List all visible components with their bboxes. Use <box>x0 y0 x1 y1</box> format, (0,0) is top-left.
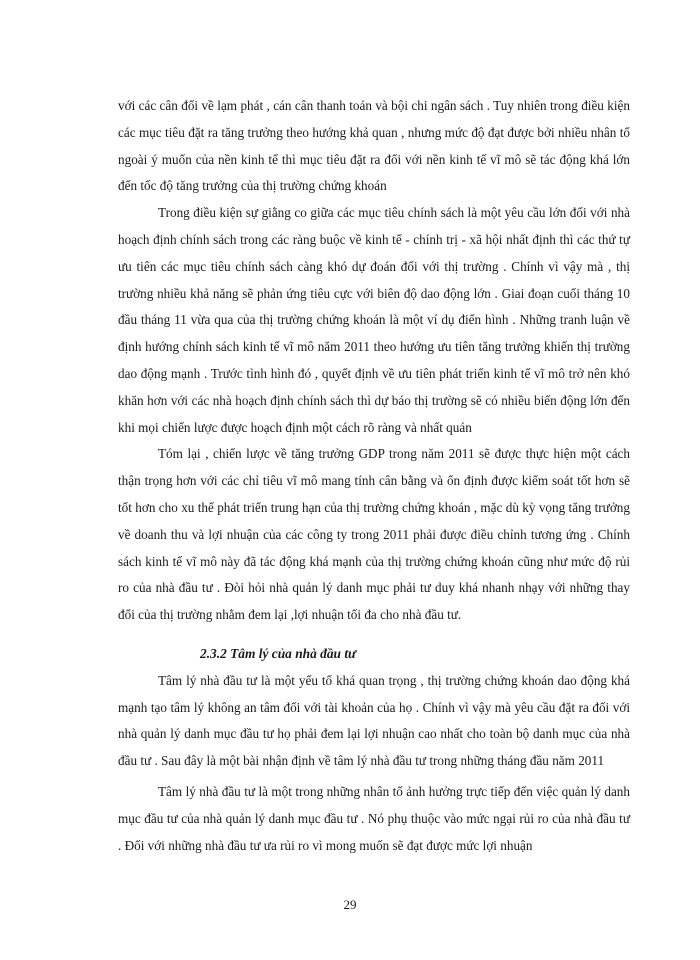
page-number: 29 <box>343 897 357 912</box>
paragraph-continuation: với các cân đối về lạm phát , cán cân thanh toán và bội chi ngân sách . Tuy nhiên trong điều kiện các mục tiêu đặt ra tăng trưởng theo hướng khả quan , nhưng mức độ đạt được bởi nhiều nhân tố ngoài ý muốn của nền kinh tế thì mục tiêu đặt ra đối với nền kinh tế vĩ mô sẽ tác động khá lớn đến tốc độ tăng trưởng của thị trường chứng khoán <box>118 98 630 194</box>
section-heading: 2.3.2 Tâm lý của nhà đầu tư <box>200 645 357 661</box>
paragraph-policy-goals: Trong điều kiện sự giằng co giữa các mục tiêu chính sách là một yêu cầu lớn đối với nhà hoạch định chính sách trong các ràng buộc về kinh tế - chính trị - xã hội nhất định thì các thứ tự ưu tiên các mục tiêu chính sách càng khó dự đoán đối với thị trường . Chính vì vậy mà , thị trường nhiều khả năng sẽ phản ứng tiêu cực với biên độ dao động lớn . Giai đoạn cuối tháng 10 đầu tháng 11 vừa qua của thị trường chứng khoán là một ví dụ điển hình . Những tranh luận về định hướng chính sách kinh tế vĩ mô năm 2011 theo hướng ưu tiên tăng trưởng khiến thị trường dao động mạnh . Trước tình hình đó , quyết định về ưu tiên phát triển kinh tế vĩ mô trở nên khó khăn hơn với các nhà hoạch định chính sách thì dự báo thị trường sẽ có nhiều biến động lớn đến khi mọi chiến lược được hoạch định một cách rõ ràng và nhất quán <box>118 205 630 435</box>
document-body <box>118 93 630 859</box>
paragraph-investor-psychology: Tâm lý nhà đầu tư là một yếu tố khá quan trọng , thị trường chứng khoán dao động khá mạnh tạo tâm lý không an tâm đối với tài khoản của họ . Chính vì vậy mà yêu cầu đặt ra đối với nhà quản lý danh mục đầu tư họ phải đem lại lợi nhuận cao nhất cho toàn bộ danh mục của nhà đầu tư . Sau đây là một bài nhận định về tâm lý nhà đầu tư trong những tháng đầu năm 2011 <box>118 672 630 769</box>
paragraph-summary: Tóm lại , chiến lược về tăng trưởng GDP trong năm 2011 sẽ được thực hiện một cách thận trọng hơn với các chỉ tiêu vĩ mô mang tính cân bằng và ổn định được kiểm soát tốt hơn sẽ tốt hơn cho xu thế phát triển trung hạn của thị trường chứng khoán , mặc dù kỳ vọng tăng trưởng về doanh thu và lợi nhuận của các công ty trong 2011 phải được điều chỉnh tương ứng . Chính sách kinh tế vĩ mô này đã tác động khá mạnh của thị trường chứng khoán cũng như mức độ rủi ro của nhà đầu tư . Đòi hỏi nhà quản lý danh mục phải tư duy khá nhanh nhạy với những thay đổi của thị trường nhằm đem lại ,lợi nhuận tối đa cho nhà đầu tư. <box>118 446 630 623</box>
paragraph-investor-risk: Tâm lý nhà đầu tư là một trong những nhân tố ảnh hưởng trực tiếp đến việc quản lý danh mục đầu tư của nhà quản lý danh mục đầu tư . Nó phụ thuộc vào mức ngại rủi ro của nhà đầu tư . Đối với những nhà đầu tư ưa rủi ro vì mong muốn sẽ đạt được mức lợi nhuận <box>118 783 630 853</box>
